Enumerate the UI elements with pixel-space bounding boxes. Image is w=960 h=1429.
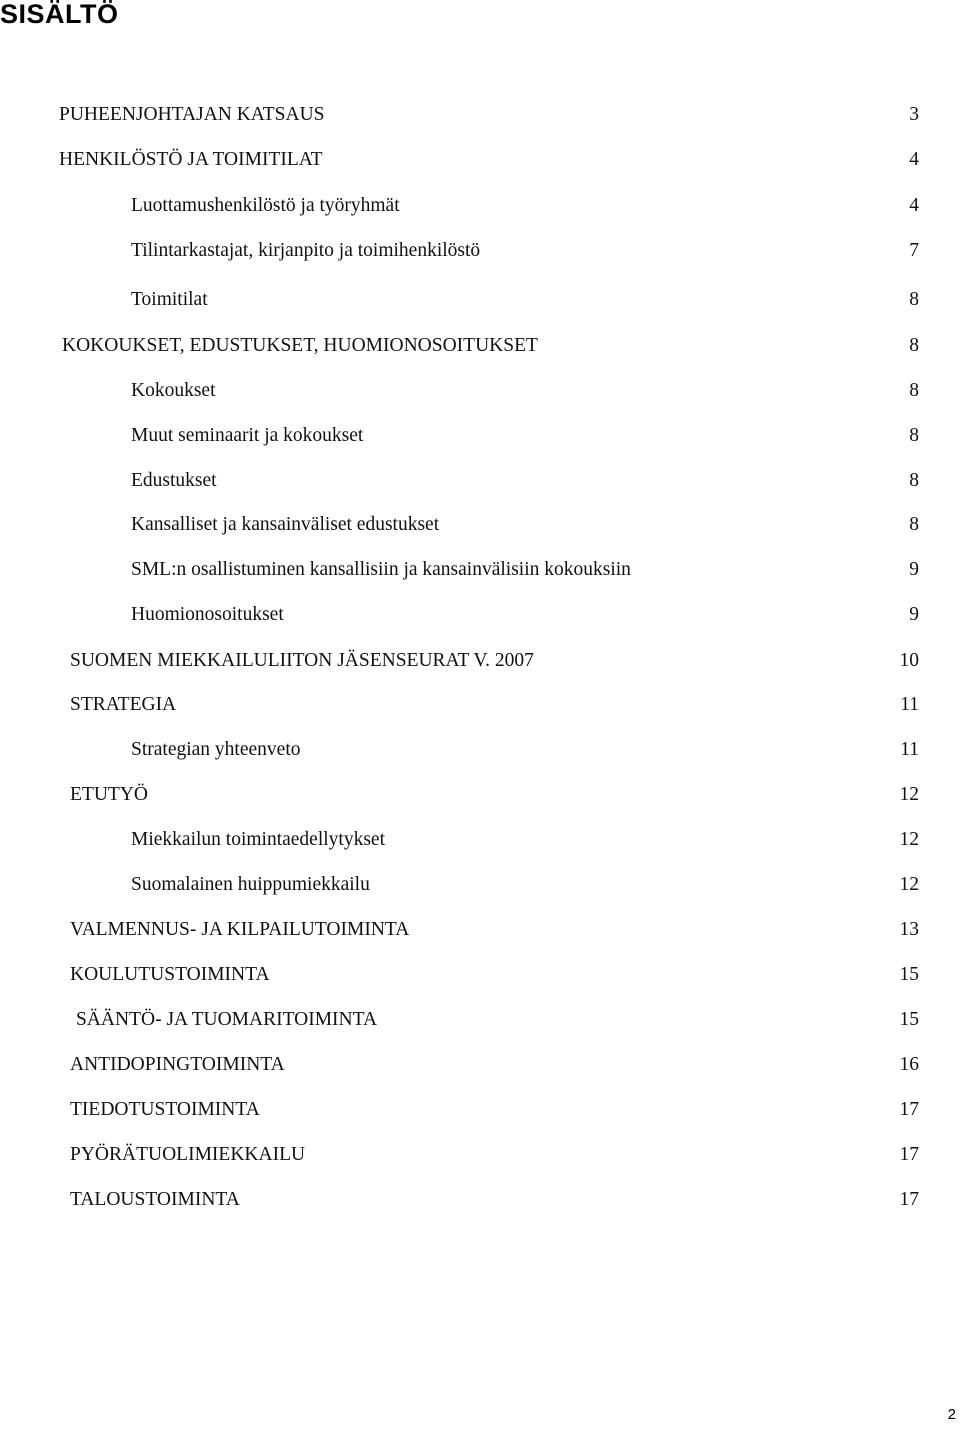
toc-entry[interactable] xyxy=(0,1097,960,1123)
toc-entry-page: 4 xyxy=(909,149,919,170)
toc-entry-label: Kansalliset ja kansainväliset edustukset xyxy=(131,514,440,535)
toc-entry[interactable] xyxy=(0,782,960,808)
toc-entry[interactable] xyxy=(0,287,960,313)
toc-entry-page: 8 xyxy=(909,514,919,535)
toc-entry[interactable] xyxy=(0,423,960,449)
toc-entry-label: Tilintarkastajat, kirjanpito ja toimihenkilöstö xyxy=(131,240,481,261)
toc-entry-label: Kokoukset xyxy=(131,380,216,401)
toc-entry-label: ETUTYÖ xyxy=(70,784,148,805)
toc-entry-label: Toimitilat xyxy=(131,289,208,310)
toc-entry-page: 12 xyxy=(899,829,919,850)
toc-entry-label: ANTIDOPINGTOIMINTA xyxy=(70,1054,285,1075)
toc-entry[interactable] xyxy=(0,147,960,173)
toc-entry-page: 9 xyxy=(909,559,919,580)
toc-entry[interactable] xyxy=(0,557,960,583)
toc-entry-label: SUOMEN MIEKKAILULIITON JÄSENSEURAT V. 2007 xyxy=(70,650,534,671)
toc-entry-page: 17 xyxy=(899,1099,919,1120)
toc-entry-page: 11 xyxy=(900,694,919,715)
toc-entry[interactable] xyxy=(0,917,960,943)
toc-entry-label: Suomalainen huippumiekkailu xyxy=(131,874,370,895)
toc-entry-page: 9 xyxy=(909,604,919,625)
toc-entry-page: 8 xyxy=(909,380,919,401)
toc-entry[interactable] xyxy=(0,193,960,219)
toc-entry[interactable] xyxy=(0,827,960,853)
toc-entry[interactable] xyxy=(0,1052,960,1078)
toc-entry-label: PYÖRÄTUOLIMIEKKAILU xyxy=(70,1144,306,1165)
toc-entry-page: 15 xyxy=(899,964,919,985)
toc-entry[interactable] xyxy=(0,378,960,404)
toc-entry-page: 10 xyxy=(899,650,919,671)
toc-entry-label: Miekkailun toimintaedellytykset xyxy=(131,829,385,850)
toc-entry-label: KOKOUKSET, EDUSTUKSET, HUOMIONOSOITUKSET xyxy=(62,335,538,356)
toc-entry-page: 17 xyxy=(899,1144,919,1165)
toc-entry[interactable] xyxy=(0,238,960,264)
toc-entry-page: 8 xyxy=(909,425,919,446)
toc-entry-page: 17 xyxy=(899,1189,919,1210)
toc-entry-label: Muut seminaarit ja kokoukset xyxy=(131,425,364,446)
toc-entry-page: 3 xyxy=(909,104,919,125)
toc-entry-label: KOULUTUSTOIMINTA xyxy=(70,964,270,985)
page-number: 2 xyxy=(947,1406,956,1423)
toc-entry-page: 4 xyxy=(909,195,919,216)
toc-entry[interactable] xyxy=(0,512,960,538)
toc-entry-label: Huomionosoitukset xyxy=(131,604,284,625)
toc-entry-label: Strategian yhteenveto xyxy=(131,739,301,760)
page-title: SISÄLTÖ xyxy=(0,0,119,29)
toc-entry[interactable] xyxy=(0,737,960,763)
toc-entry-page: 8 xyxy=(909,470,919,491)
toc-entry[interactable] xyxy=(0,1187,960,1213)
toc-entry-label: STRATEGIA xyxy=(70,694,177,715)
toc-entry-page: 8 xyxy=(909,289,919,310)
toc-entry-label: TIEDOTUSTOIMINTA xyxy=(70,1099,260,1120)
toc-entry-page: 11 xyxy=(900,739,919,760)
toc-entry-label: SML:n osallistuminen kansallisiin ja kansainvälisiin kokouksiin xyxy=(131,559,631,580)
toc-entry[interactable] xyxy=(0,602,960,628)
toc-entry-page: 12 xyxy=(899,874,919,895)
toc-entry-page: 13 xyxy=(899,919,919,940)
toc-entry[interactable] xyxy=(0,872,960,898)
toc-entry-page: 12 xyxy=(899,784,919,805)
toc-entry-label: VALMENNUS- JA KILPAILUTOIMINTA xyxy=(70,919,410,940)
toc-entry[interactable] xyxy=(0,692,960,718)
toc-entry[interactable] xyxy=(0,1142,960,1168)
toc-entry[interactable] xyxy=(0,468,960,494)
toc-entry-page: 15 xyxy=(899,1009,919,1030)
toc-entry-label: PUHEENJOHTAJAN KATSAUS xyxy=(59,104,325,125)
toc-entry[interactable] xyxy=(0,1007,960,1033)
toc-entry[interactable] xyxy=(0,333,960,359)
toc-entry-label: HENKILÖSTÖ JA TOIMITILAT xyxy=(59,149,323,170)
toc-entry-page: 7 xyxy=(909,240,919,261)
toc-entry-page: 16 xyxy=(899,1054,919,1075)
toc-entry[interactable] xyxy=(0,648,960,674)
toc-entry[interactable] xyxy=(0,962,960,988)
toc-entry[interactable] xyxy=(0,102,960,128)
toc-entry-page: 8 xyxy=(909,335,919,356)
toc-entry-label: SÄÄNTÖ- JA TUOMARITOIMINTA xyxy=(76,1009,378,1030)
toc-entry-label: Edustukset xyxy=(131,470,217,491)
toc-entry-label: TALOUSTOIMINTA xyxy=(70,1189,240,1210)
toc-entry-label: Luottamushenkilöstö ja työryhmät xyxy=(131,195,400,216)
